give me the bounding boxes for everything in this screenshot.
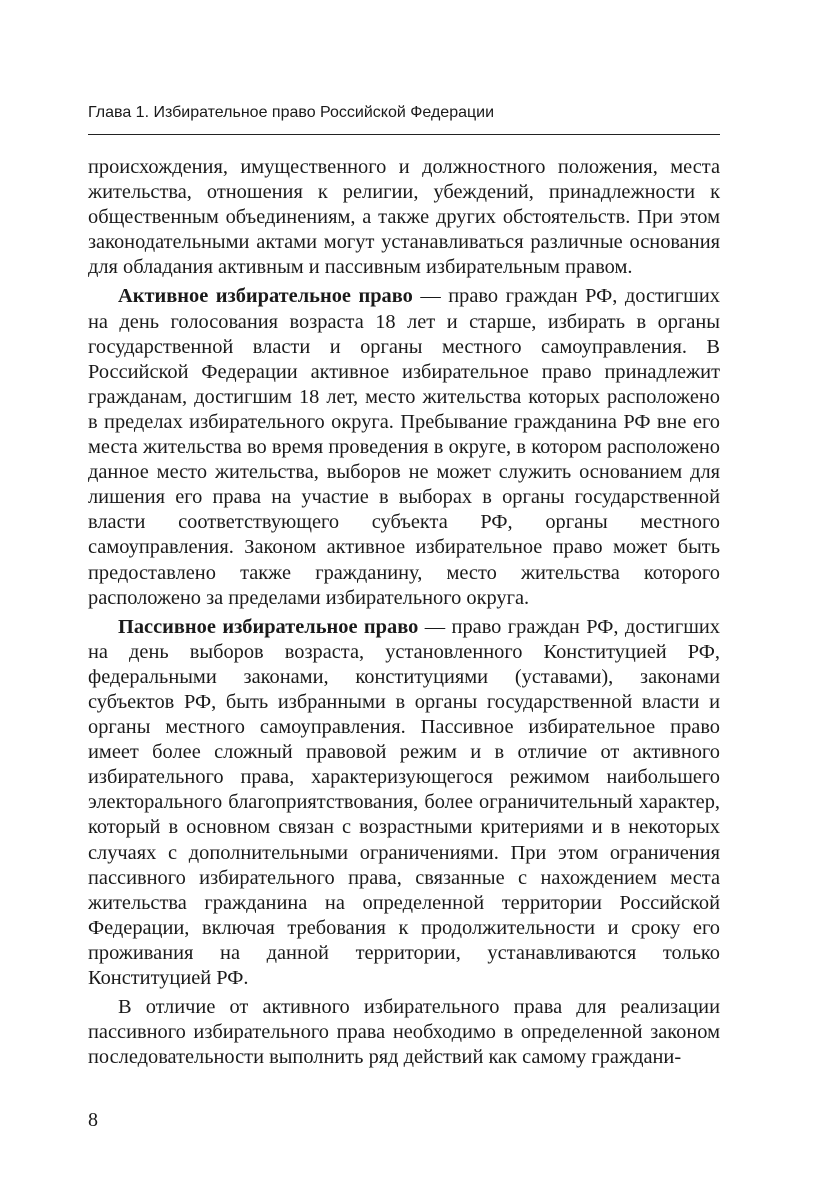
paragraph-2-text: — право граждан РФ, достигших на день голосования возраста 18 лет и старше, избирать в органы государственной власти и органы местного самоуправления. В Российской Федерации активное избирательное право принадлежит гражданам, достигшим 18 лет, место жительства которых расположено в пределах избирательного округа. Пребывание гражданина РФ вне его места жительства во время проведения в округе, в котором расположено данное место жительства, выборов не может служить основанием для лишения его права на участие в выборах в органы государственной власти соответствующего субъекта РФ, органы местного самоуправления. Законом активное избирательное право может быть предоставлено также гражданину, место жительства которого расположено за пределами избирательного округа. bbox=[88, 285, 720, 609]
paragraph-1: происхождения, имущественного и должностного положения, места жительства, отношения к религии, убеждений, принадлежности к общественным объединениям, а также других обстоятельств. При этом законодательными актами могут устанавливаться различные основания для обладания активным и пассивным избирательным правом. bbox=[88, 156, 720, 279]
paragraph-2 bbox=[88, 284, 720, 610]
paragraph-4: В отличие от активного избирательного права для реализации пассивного избирательного права необходимо в определенной законом последовательности выполнить ряд действий как самому граждани- bbox=[88, 996, 720, 1069]
body-text bbox=[88, 155, 720, 1074]
paragraph-3 bbox=[88, 615, 720, 991]
page-number: 8 bbox=[88, 1109, 98, 1131]
term-active-suffrage: Активное избирательное право bbox=[118, 285, 413, 308]
header-rule bbox=[88, 134, 720, 135]
term-passive-suffrage: Пассивное избирательное право bbox=[118, 615, 419, 638]
paragraph-3-text: — право граждан РФ, достигших на день выборов возраста, установленного Конституцией РФ, федеральными законами, конституциями (уставами), законами субъектов РФ, быть избранными в органы государственной власти и органы местного самоуправления. Пассивное избирательное право имеет более сложный правовой режим и в отличие от активного избирательного права, характеризующегося режимом наибольшего электорального благоприятствования, более ограничительный характер, который в основном связан с возрастными критериями и в некоторых случаях с дополнительными ограничениями. При этом ограничения пассивного избирательного права, связанные с нахождением места жительства гражданина на определенной территории Российской Федерации, включая требования к продолжительности и сроку его проживания на данной территории, устанавливаются только Конституцией РФ. bbox=[88, 615, 721, 989]
running-head: Глава 1. Избирательное право Российской Федерации bbox=[88, 104, 495, 121]
